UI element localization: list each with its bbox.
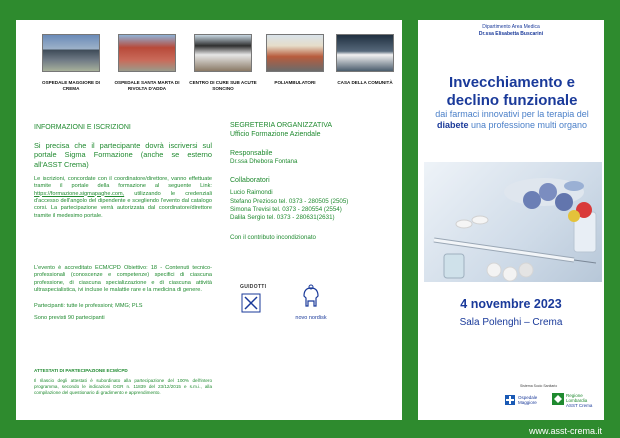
subtitle-highlight: diabete xyxy=(436,120,469,131)
hospital-image xyxy=(42,34,100,72)
attest-section xyxy=(34,368,212,396)
signup-link[interactable]: https://formazione.sigmapaghe.com, xyxy=(34,190,125,197)
facility-photo-4 xyxy=(266,34,324,86)
photo-caption: CASA DELLA COMUNITÀ xyxy=(337,80,393,85)
hospital-image xyxy=(336,34,394,72)
ecm-text: L'evento è accreditato ECM/CPD Obiettivo: 18 - Contenuti tecnico-professionali (conoscenze e competenze) specifici di ciascuna professione, di ciascuna specializzazione e di ciascuna attività ultraspecialistica, ivi incluse le malattie rare e la medicina di genere. xyxy=(34,265,212,294)
guidotti-logo-text: GUIDOTTI xyxy=(240,284,267,290)
novo-nordisk-logo xyxy=(290,284,332,324)
subtitle-part-c: una professione multi organo xyxy=(468,120,588,131)
department-header xyxy=(418,24,604,38)
facility-photo-1 xyxy=(42,34,100,91)
subtitle-part-a: dai farmaci innovativi per la terapia del xyxy=(435,109,589,119)
regione-logo-text xyxy=(566,393,592,409)
facility-photos xyxy=(30,34,393,120)
department-head: Dr.ssa Elisabetta Buscarini xyxy=(478,30,544,37)
attest-heading: ATTESTATI DI PARTECIPAZIONE ECM/CPD xyxy=(34,368,128,373)
event-date: 4 novembre 2023 xyxy=(460,297,562,311)
regione-line-1: Regione xyxy=(566,393,583,398)
segreteria-section xyxy=(230,122,400,242)
event-place: Sala Polenghi – Crema xyxy=(459,317,563,328)
event-subtitle xyxy=(424,109,600,132)
hospital-image xyxy=(194,34,252,72)
segreteria-heading: SEGRETERIA ORGANIZZATIVA xyxy=(230,122,333,129)
segreteria-office: Ufficio Formazione Aziendale xyxy=(230,130,321,138)
institution-logos xyxy=(502,384,602,416)
photo-caption: POLIAMBULATORI xyxy=(274,80,316,85)
contribution-text: Con il contributo incondizionato xyxy=(230,233,316,241)
facility-photo-3 xyxy=(189,34,257,91)
ecm-section xyxy=(34,265,212,322)
guidotti-mark-icon xyxy=(240,292,262,314)
medicine-photo xyxy=(424,162,602,282)
info-body xyxy=(34,176,212,220)
ospedale-logo-text: Ospedale Maggiore xyxy=(518,395,538,406)
asst-line: ASST Crema xyxy=(566,403,593,409)
department-name: Dipartimento Area Medica xyxy=(482,24,540,30)
event-title: Invecchiamento e declino funzionale xyxy=(446,74,578,109)
responsible-label: Responsabile xyxy=(230,149,273,157)
photo-caption: OSPEDALE MAGGIORE DI CREMA xyxy=(42,80,100,91)
photo-caption: CENTRO DI CURE SUB ACUTE SONCINO xyxy=(189,80,257,91)
collaborator-1: Lucio Raimondi xyxy=(230,189,273,197)
info-intro: Si precisa che il partecipante dovrà iscriversi sul portale Sigma Formazione (anche se esterno all'ASST Crema) xyxy=(34,141,212,169)
photo-caption: OSPEDALE SANTA MARTA DI RIVOLTA D'ADDA xyxy=(114,80,180,91)
participants-text: Partecipanti: tutte le professioni; MMG; PLS xyxy=(34,302,143,309)
collaborator-2: Stefano Prezioso tel. 0373 - 280505 (2505) xyxy=(230,197,349,205)
collaborator-4: Dalila Sergio tel. 0373 - 280631(2631) xyxy=(230,214,335,222)
apis-bull-icon xyxy=(300,284,322,310)
collaborator-3: Simona Trevisi tel. 0373 - 280554 (2554) xyxy=(230,206,342,214)
regione-lombardia-icon xyxy=(552,393,564,405)
ospedale-logo-icon xyxy=(504,394,516,406)
hospital-image xyxy=(266,34,324,72)
pills-syringe-illustration xyxy=(424,162,602,282)
novo-nordisk-text: novo nordisk xyxy=(295,315,327,321)
facility-photo-5 xyxy=(336,34,394,86)
attest-text: Il rilascio degli attestati è subordinato alla partecipazione del 100% dell'intero programma, secondo le indicazioni DGR n. 11839 del 23/12/2015 e s.m.i., alla compilazione del questionario di gradimento e apprendimento. xyxy=(34,377,212,395)
website-url[interactable]: www.asst-crema.it xyxy=(528,426,602,436)
info-section xyxy=(34,124,212,220)
cover-page xyxy=(418,20,604,420)
info-heading: INFORMAZIONI E ISCRIZIONI xyxy=(34,124,131,131)
info-body-pre: Le iscrizioni, concordate con il coordinatore/direttore, vanno effettuate tramite il portale della formazione al seguente Link: xyxy=(34,175,212,190)
facility-photo-2 xyxy=(114,34,180,91)
info-body-post: utilizzando le credenziali d'accesso dell'angolo del dipendente e scegliendo l'evento dal catalogo corsi. La partecipazione verrà autorizzata dal coordinatore/direttore tramite il medesimo portale. xyxy=(34,190,212,219)
hospital-image xyxy=(118,34,176,72)
logo-system-text: Sistema Socio Sanitario xyxy=(520,384,558,388)
regione-line-2: Lombardia xyxy=(566,398,588,404)
guidotti-logo xyxy=(240,284,278,320)
inner-page xyxy=(16,20,402,420)
responsible-name: Dr.ssa Dhebora Fontana xyxy=(230,158,298,166)
expected-text: Sono previsti 90 partecipanti xyxy=(34,314,105,321)
collaborators-label: Collaboratori xyxy=(230,176,270,184)
